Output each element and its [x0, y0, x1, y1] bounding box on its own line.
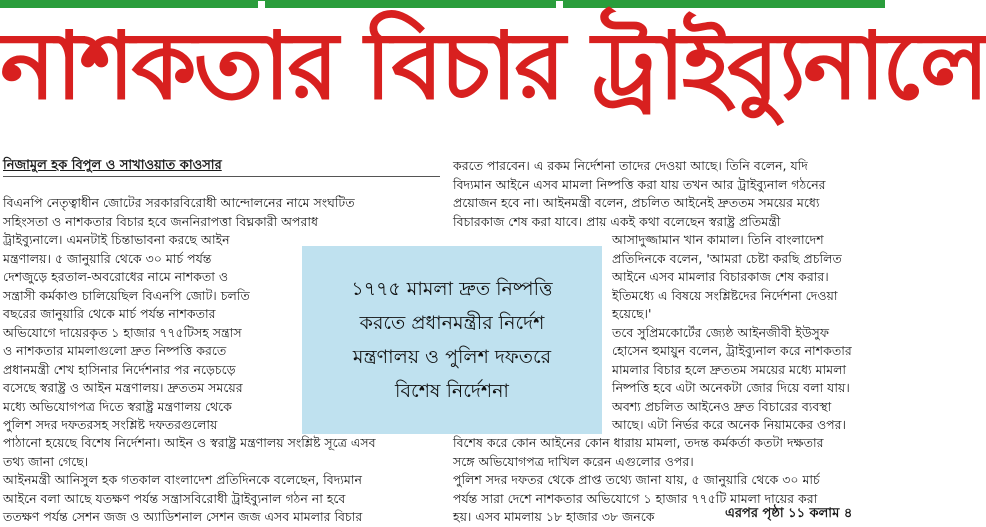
text-line: আছে। এটা নির্ভর করে অনেক নিয়ামকের ওপর। [612, 417, 846, 432]
text-line: দেশজুড়ে হরতাল-অবরোধের নামে নাশকতা ও [3, 269, 229, 284]
text-line: আইনে বলা আছে যতক্ষণ পর্যন্ত সন্ত্রাসবিরোধী ট্রাইব্যুনাল গঠন না হবে [3, 490, 346, 506]
text-line: মন্ত্রণালয়। ৫ জানুয়ারি থেকে ৩০ মার্চ পর্যন্ত [3, 250, 212, 266]
text-line: নিষ্পত্তি হবে এটা অনেকটা জোর দিয়ে বলা যায়। [612, 380, 850, 395]
callout-line: মন্ত্রণালয় ও পুলিশ দফতরে [352, 346, 552, 368]
text-line: বসেছে স্বরাষ্ট্র ও আইন মন্ত্রণালয়। দ্রুততম সময়ের [3, 380, 243, 395]
text-line: পুলিশ সদর দফতর থেকে প্রাপ্ত তথ্যে জানা যায়, ৫ জানুয়ারি থেকে ৩০ মার্চ [453, 472, 820, 487]
callout-text [351, 272, 552, 408]
text-line: প্রয়োজন হবে না। আইনমন্ত্রী বলেন, প্রচলিত আইনেই দ্রুততম সময়ের মধ্যে [453, 195, 820, 210]
text-line: মামলার বিচার হলে দ্রুততম সময়ের মধ্যে মামলা [612, 361, 847, 377]
text-line: বিচারকাজ শেষ করা যাবে। প্রায় একই কথা বলেছেন স্বরাষ্ট্র প্রতিমন্ত্রী [453, 213, 781, 229]
text-line: সন্ত্রাসী কর্মকাণ্ড চালিয়েছিল বিএনপি জোট। চলতি [3, 287, 250, 303]
text-line: ট্রাইব্যুনালে। এমনটাই চিন্তাভাবনা করছে আইন [3, 232, 230, 247]
callout-box [302, 246, 602, 434]
text-line: আসাদুজ্জামান খান কামাল। তিনি বাংলাদেশ [612, 232, 824, 247]
text-line: ইতিমধ্যে এ বিষয়ে সংশ্লিষ্টদের নির্দেশনা দেওয়া [612, 287, 838, 303]
text-line: ও নাশকতার মামলাগুলো দ্রুত নিষ্পত্তি করতে [3, 343, 227, 358]
continued-jump: এরপর পৃষ্ঠা ১১ কলাম ৪ [725, 506, 853, 521]
text-line: তবে সুপ্রিমকোর্টের জ্যেষ্ঠ আইনজীবী ইউসুফ [612, 324, 829, 340]
text-line: বিদ্যমান আইনে এসব মামলা নিষ্পত্তি করা যায় তখন আর ট্রাইব্যুনাল গঠনের [453, 176, 826, 192]
column2-middle-text [612, 231, 880, 435]
text-line: করতে পারবেন। এ রকম নির্দেশনা তাদের দেওয়া আছে। তিনি বলেন, যদি [453, 158, 808, 173]
callout-line: বিশেষ নির্দেশনা [395, 380, 509, 402]
column1-bottom-text [3, 434, 440, 527]
text-line: প্রধানমন্ত্রী শেখ হাসিনার নির্দেশনার পর নড়েচড়ে [3, 361, 236, 377]
text-line: বিএনপি নেতৃত্বাধীন জোটের সরকারবিরোধী আন্দোলনের নামে সংঘটিত [3, 195, 355, 210]
text-line: মধ্যে অভিযোগপত্র দিতে স্বরাষ্ট্র মন্ত্রণালয় থেকে [3, 398, 232, 414]
text-line: পুলিশ সদর দফতরসহ সংশ্লিষ্ট দফতরগুলোয় [3, 417, 218, 432]
text-line: বছরের জানুয়ারি থেকে মার্চ পর্যন্ত নাশকতার [3, 306, 216, 321]
text-line: পর্যন্ত সারা দেশে নাশকতার অভিযোগে ১ হাজার ৭৭৫টি মামলা দায়ের করা [453, 490, 818, 506]
headline: নাশকতার বিচার ট্রাইব্যুনালে [0, 12, 986, 120]
callout-line: ১৭৭৫ মামলা দ্রুত নিষ্পত্তি [351, 278, 553, 300]
text-line: সহিংসতা ও নাশকতার বিচার হবে জননিরাপত্তা বিঘ্নকারী অপরাধ [3, 213, 318, 229]
text-line: তথ্য জানা গেছে। [3, 453, 89, 469]
text-line: হয়েছে।' [612, 306, 652, 321]
text-line: প্রতিদিনকে বলেন, 'আমরা চেষ্টা করছি প্রচলিত [612, 250, 842, 266]
text-line: হোসেন হুমায়ুন বলেন, ট্রাইব্যুনাল করে নাশকতার [612, 343, 852, 358]
text-line: আইনমন্ত্রী আনিসুল হক গতকাল বাংলাদেশ প্রতিদিনকে বলেছেন, বিদ্যমান [3, 472, 362, 487]
byline-divider [3, 176, 440, 177]
text-line: হয়। এসব মামলায় ১৮ হাজার ৩৮ জনকে [453, 509, 655, 524]
text-line: পাঠানো হয়েছে বিশেষ নির্দেশনা। আইন ও স্বরাষ্ট্র মন্ত্রণালয় সংশ্লিষ্ট সূত্রে এসব [3, 435, 376, 450]
callout-line: করতে প্রধানমন্ত্রীর নির্দেশ [359, 312, 545, 334]
text-line: আইনে এসব মামলার বিচারকাজ শেষ করার। [612, 269, 829, 284]
text-line: সঙ্গে অভিযোগপত্র দাখিল করেন এগুলোর ওপর। [453, 453, 694, 469]
text-line: অবশ্য প্রচলিত আইনেও দ্রুত বিচারের ব্যবস্থা [612, 398, 832, 414]
byline: নিজামুল হক বিপুল ও সাখাওয়াত কাওসার [3, 158, 222, 173]
column2-top-text [453, 157, 880, 231]
text-line: অভিযোগে দায়েরকৃত ১ হাজার ৭৭৫টিসহ সন্ত্রাস [3, 324, 242, 340]
text-line: ততক্ষণ পর্যন্ত সেশন জজ ও অ্যাডিশনাল সেশন জজ এসব মামলার বিচার [3, 509, 363, 524]
text-line: বিশেষ করে কোন আইনের কোন ধারায় মামলা, তদন্ত কর্মকর্তা কতটা দক্ষতার [453, 435, 824, 450]
